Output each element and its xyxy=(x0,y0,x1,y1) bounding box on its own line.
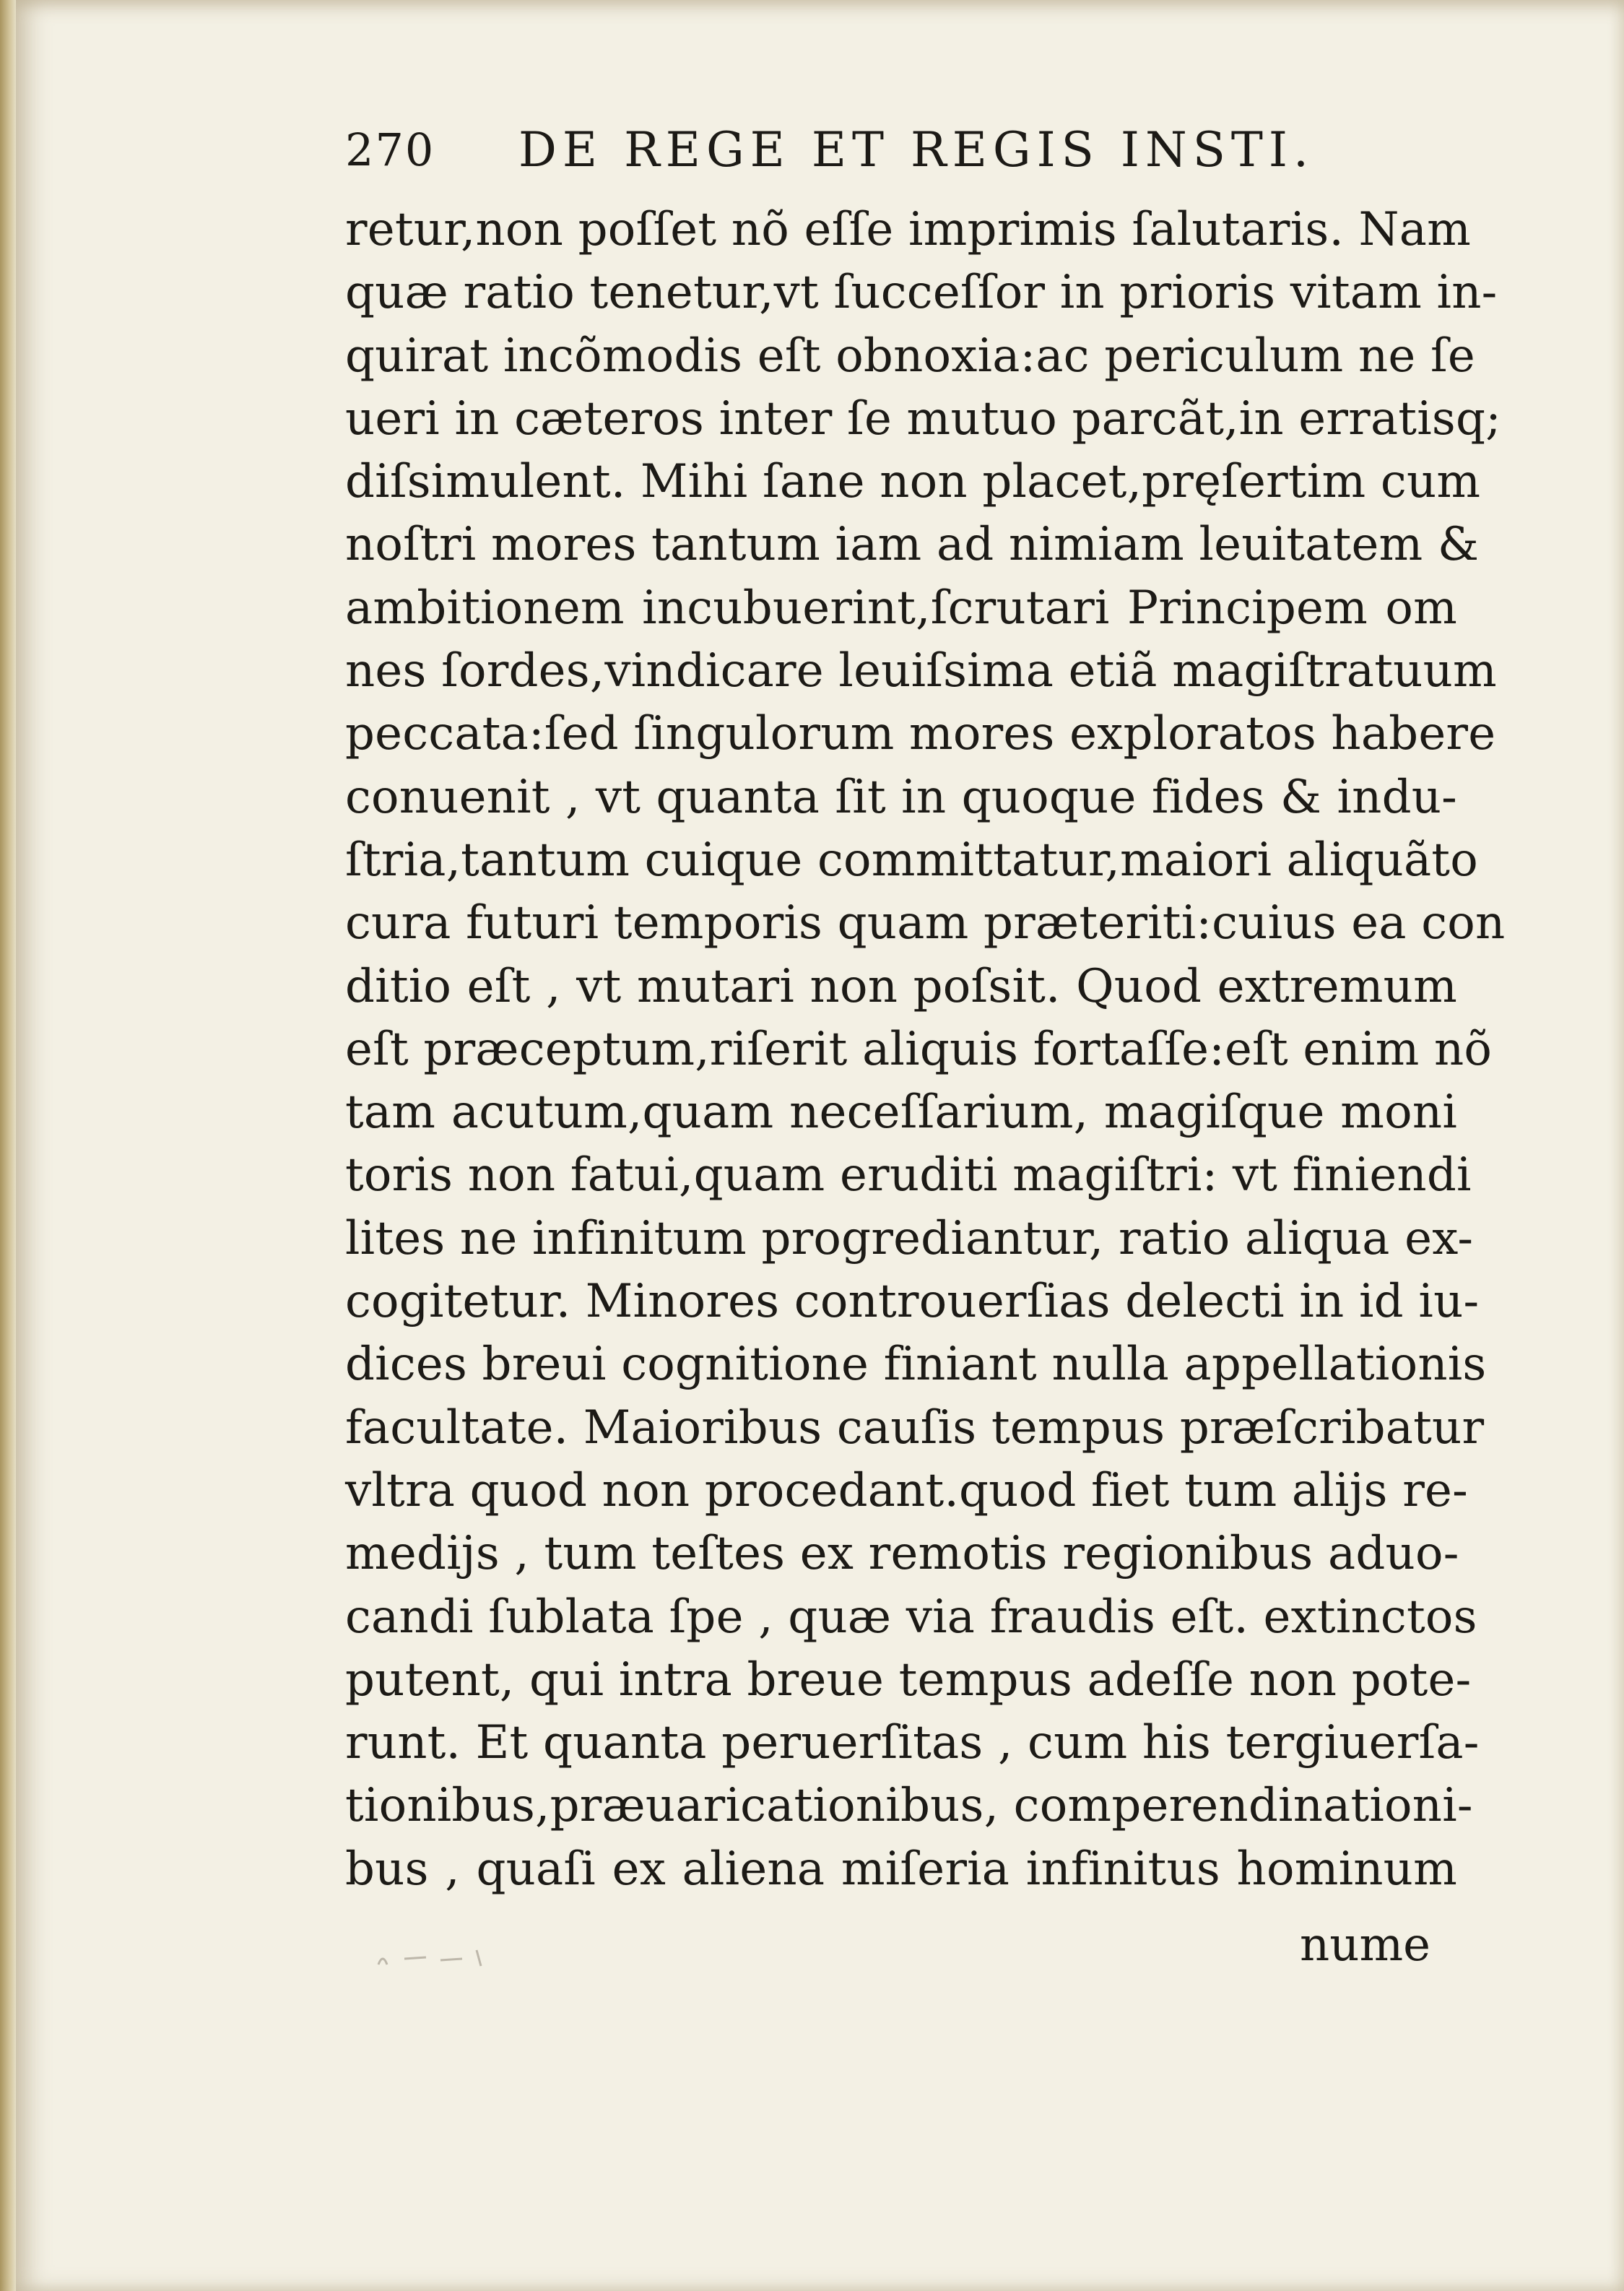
text-line: tam acutum,quam neceſſarium, magiſque moni xyxy=(345,1086,1457,1140)
text-line: nes ſordes,vindicare leuiſsima etiã magiſtratuum xyxy=(345,644,1497,698)
page-header xyxy=(345,121,1472,179)
text-line: ſtria,tantum cuique committatur,maiori aliquãto xyxy=(345,833,1478,887)
text-line: ueri in cæteros inter ſe mutuo parcãt,in erratisq; xyxy=(345,391,1501,446)
text-line: vltra quod non procedant.quod fiet tum alijs re- xyxy=(345,1463,1468,1517)
page-number: 270 xyxy=(345,124,435,176)
faint-ink-mark xyxy=(375,1943,491,1972)
catchword: nume xyxy=(1300,1918,1430,1972)
text-line: quæ ratio tenetur,vt ſucceſſor in prioris vitam in- xyxy=(345,266,1498,320)
text-line: conuenit , vt quanta ſit in quoque fides & indu- xyxy=(345,770,1457,824)
body-text xyxy=(345,199,1506,1901)
text-line: toris non fatui,quam eruditi magiſtri: vt finiendi xyxy=(345,1148,1472,1203)
text-line: eſt præceptum,riſerit aliquis fortaſſe:eſt enim nõ xyxy=(345,1022,1493,1076)
text-line: candi ſublata ſpe , quæ via fraudis eſt. extinctos xyxy=(345,1590,1477,1644)
text-line: bus , quaſi ex aliena miſeria infinitus hominum xyxy=(345,1842,1457,1896)
text-line: retur,non poſſet nõ eſſe imprimis ſalutaris. Nam xyxy=(345,203,1471,256)
text-line: ambitionem incubuerint,ſcrutari Principem om xyxy=(345,581,1457,635)
text-line: runt. Et quanta peruerſitas , cum his tergiuerſa- xyxy=(345,1716,1480,1770)
text-line: cogitetur. Minores controuerſias delecti in id iu- xyxy=(345,1275,1480,1329)
text-line: quirat incõmodis eſt obnoxia:ac periculum ne ſe xyxy=(345,329,1475,383)
text-line: putent, qui intra breue tempus adeſſe non pote- xyxy=(345,1653,1472,1707)
text-line: lites ne infinitum progrediantur, ratio aliqua ex- xyxy=(345,1211,1474,1265)
page-binding-edge xyxy=(0,0,16,2291)
text-line: cura futuri temporis quam præteriti:cuius ea con xyxy=(345,896,1506,950)
running-head: DE REGE ET REGIS INSTI. xyxy=(518,122,1314,178)
text-line: peccata:ſed ſingulorum mores exploratos habere xyxy=(345,707,1496,761)
text-line: noſtri mores tantum iam ad nimiam leuitatem & xyxy=(345,518,1480,572)
text-line: ditio eſt , vt mutari non poſsit. Quod extremum xyxy=(345,959,1457,1013)
text-line: medijs , tum teſtes ex remotis regionibus aduo- xyxy=(345,1527,1459,1581)
text-line: tionibus,præuaricationibus, comperendinationi- xyxy=(345,1779,1473,1833)
text-line: dices breui cognitione finiant nulla appellationis xyxy=(345,1338,1487,1392)
text-line: diſsimulent. Mihi ſane non placet,pręſertim cum xyxy=(345,455,1481,509)
text-line: facultate. Maioribus cauſis tempus præſcribatur xyxy=(345,1400,1485,1455)
